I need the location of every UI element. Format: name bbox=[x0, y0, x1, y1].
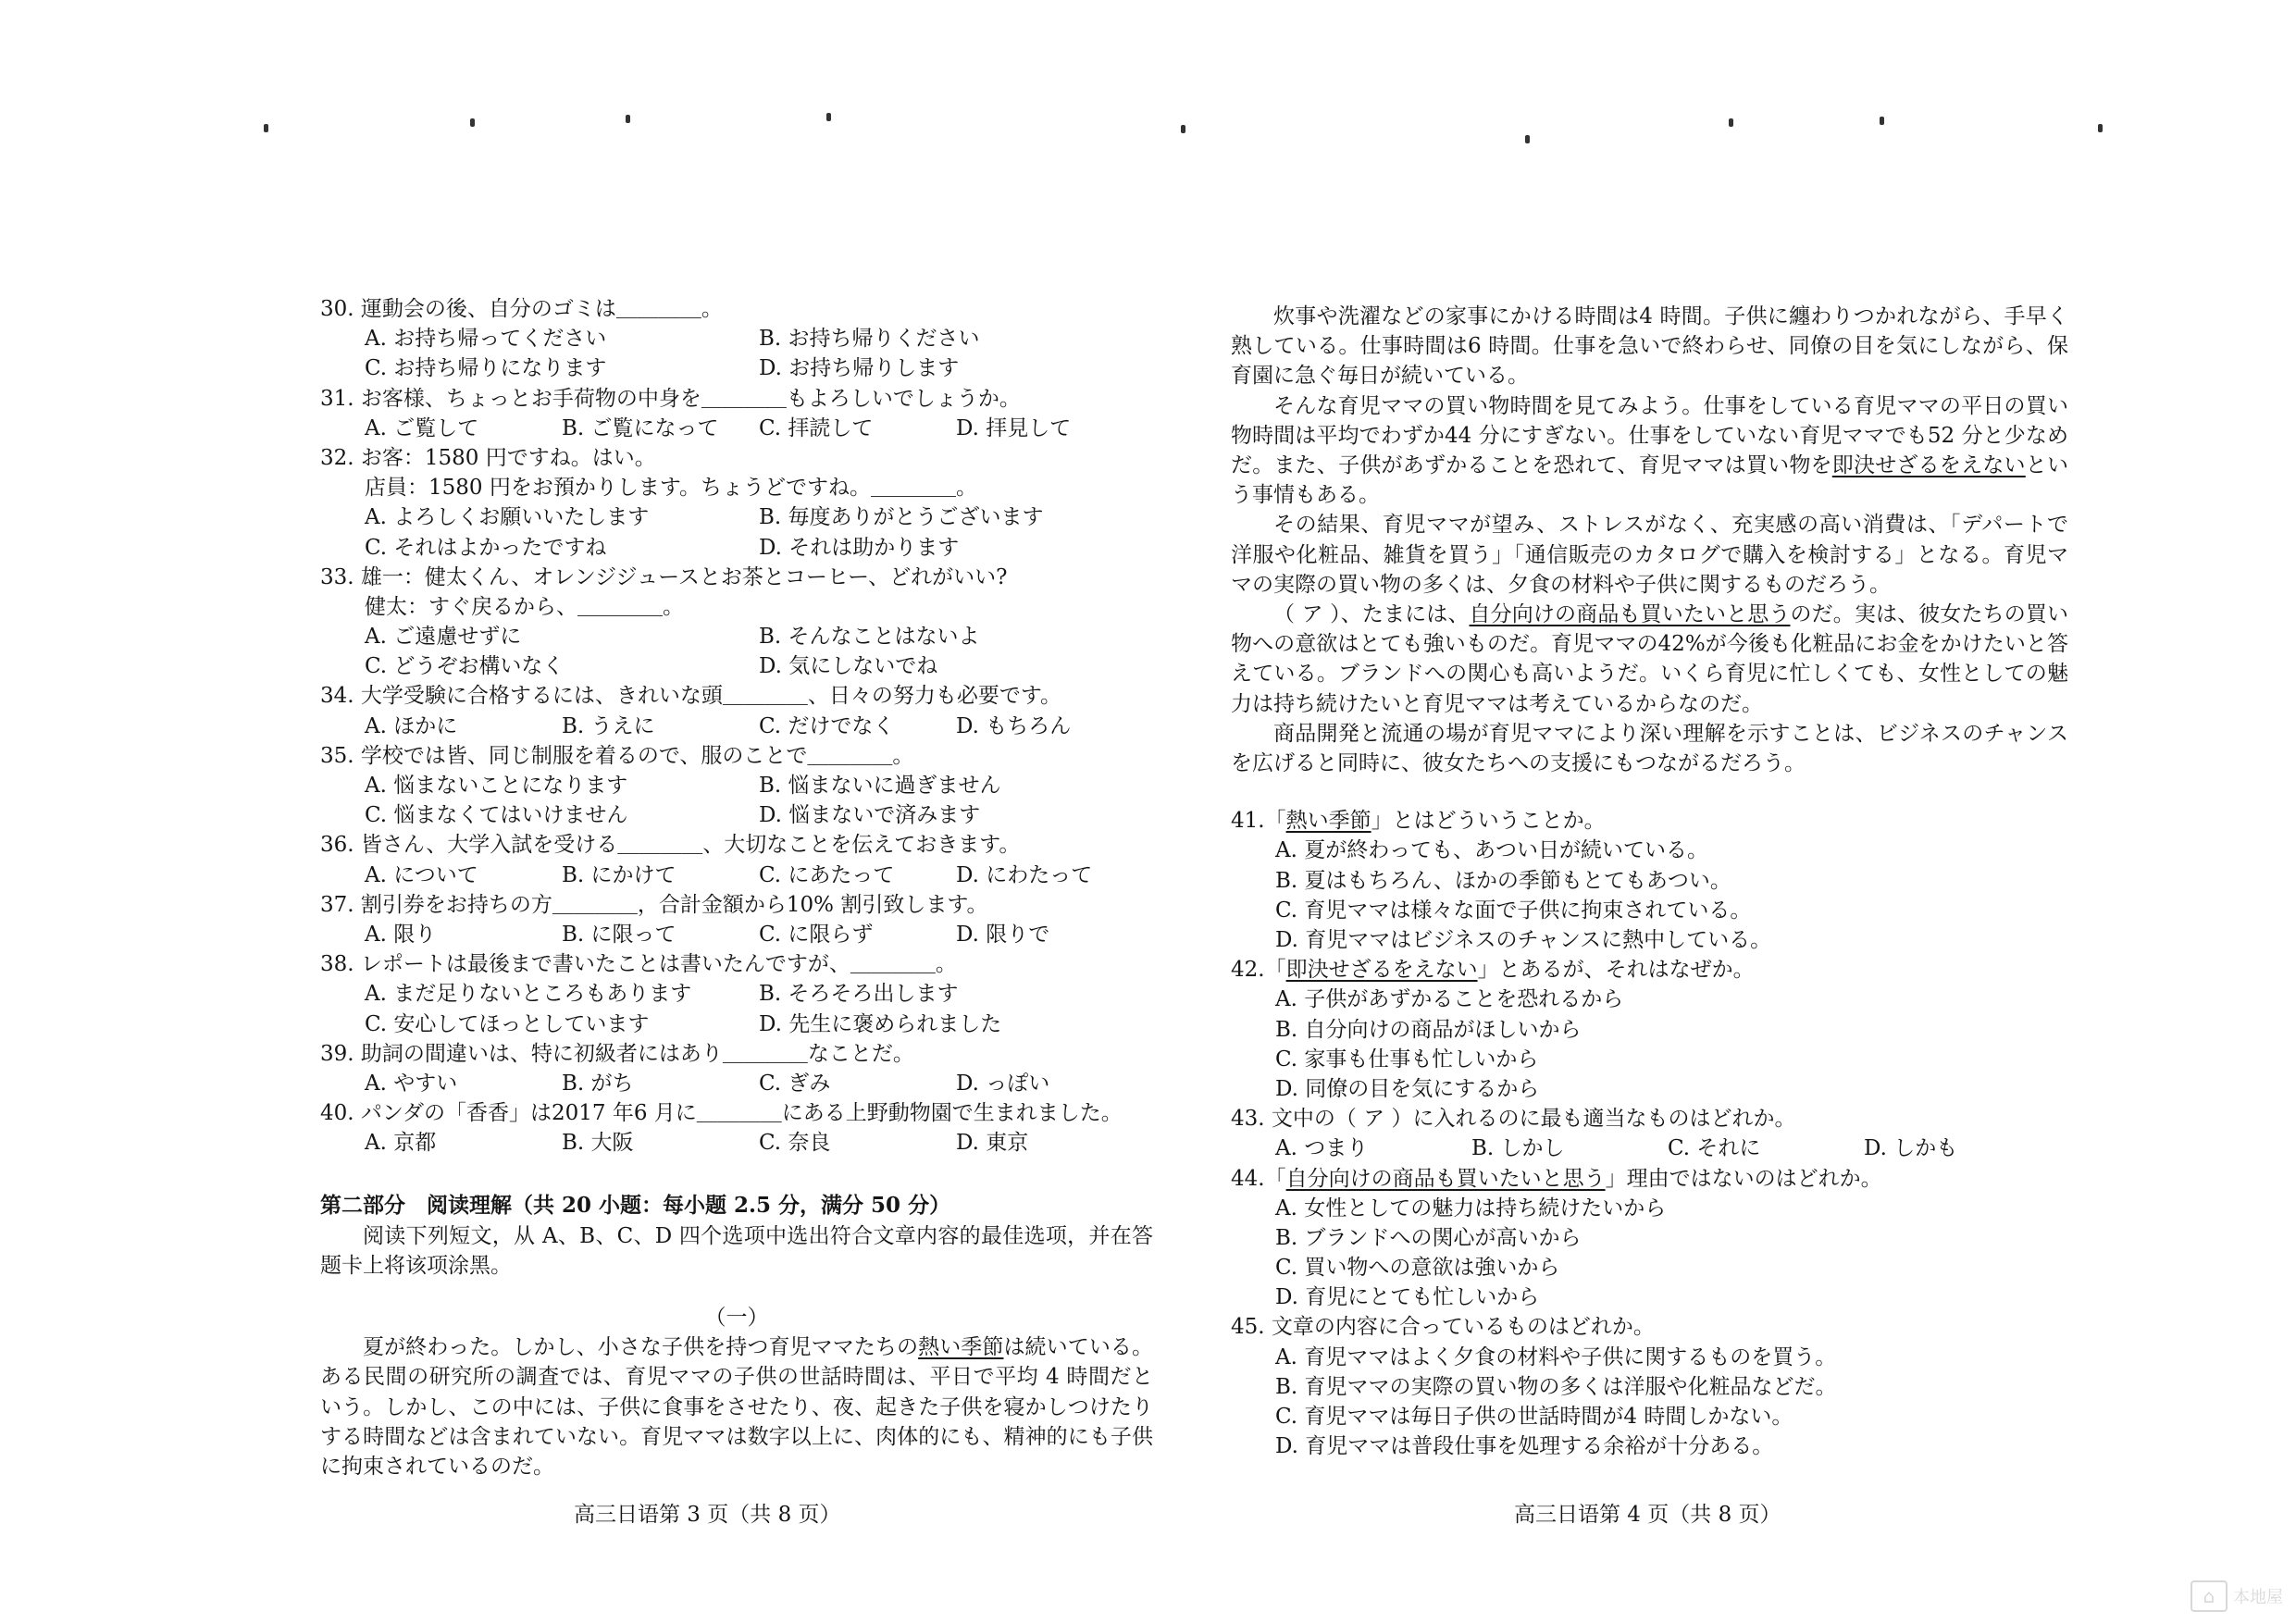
question-stem: 33. 雄一：健太くん、オレンジジュースとお茶とコーヒー、どれがいい? bbox=[320, 564, 1008, 589]
passage-paragraph: その結果、育児ママが望み、ストレスがなく、充実感の高い消費は、「デパートで洋服や化粧品、雑貨を買う」「通信販売のカタログで購入を検討する」となる。育児ママの実際の買い物の多くは、夕食の材料や子供に関するものだろう。 bbox=[1231, 513, 2068, 597]
answer-option: B. 自分向けの商品がほしいから bbox=[1275, 1017, 1582, 1042]
answer-option: C. それはよかったですね bbox=[365, 535, 607, 560]
answer-option: C. にあたって bbox=[759, 862, 895, 887]
answer-option: D. 限りで bbox=[956, 922, 1050, 947]
answer-option: A. お持ち帰ってください bbox=[365, 327, 607, 352]
answer-option: A. 女性としての魅力は持ち続けたいから bbox=[1275, 1196, 1667, 1220]
underlined-phrase: 即決せざるをえない bbox=[1831, 453, 2026, 478]
answer-option: A. ご遠慮せずに bbox=[365, 625, 522, 650]
question-stem: 36. 皆さん、大学入試を受ける＿＿＿＿、大切なことを伝えておきます。 bbox=[320, 833, 1021, 858]
answer-option: D. にわたって bbox=[956, 862, 1093, 887]
underlined-phrase: 熱い季節 bbox=[918, 1335, 1004, 1360]
watermark-text: 本地屋 bbox=[2233, 1588, 2283, 1607]
answer-option: B. お持ち帰りください bbox=[759, 327, 980, 352]
answer-option: A. 限り bbox=[365, 922, 437, 947]
question-list-30-40 bbox=[320, 294, 1153, 1158]
question-stem-line2: 店員：1580 円をお預かりします。ちょうどですね。＿＿＿＿。 bbox=[365, 476, 978, 501]
answer-option: B. にかけて bbox=[562, 862, 676, 887]
underlined-phrase: 自分向けの商品も買いたいと思う bbox=[1469, 602, 1791, 627]
answer-option: B. しかし bbox=[1471, 1136, 1565, 1161]
answer-options bbox=[320, 414, 1153, 443]
scan-mark bbox=[626, 115, 630, 123]
question-44 bbox=[1231, 1164, 2068, 1313]
answer-option: A. つまり bbox=[1275, 1136, 1369, 1161]
passage-paragraph: 炊事や洗濯などの家事にかける時間は4 時間。子供に纏わりつかれながら、手早く熟している。仕事時間は6 時間。仕事を急いで終わらせ、同僚の目を気にしながら、保育園に急ぐ毎日が続いている。 bbox=[1231, 304, 2068, 389]
answer-option: B. うえに bbox=[562, 713, 655, 738]
answer-option: A. やすい bbox=[365, 1071, 458, 1096]
answer-option: A. 育児ママはよく夕食の材料や子供に関するものを買う。 bbox=[1275, 1344, 1837, 1369]
answer-option: C. 家事も仕事も忙しいから bbox=[1275, 1047, 1539, 1072]
section-instruction: 阅读下列短文，从 A、B、C、D 四个选项中选出符合文章内容的最佳选项，并在答题卡上将该项涂黑。 bbox=[320, 1223, 1153, 1278]
question-stem: 37. 割引券をお持ちの方＿＿＿＿，合計金額から10% 割引致します。 bbox=[320, 892, 988, 917]
page-footer-left: 高三日语第 3 页（共 8 页） bbox=[574, 1503, 841, 1527]
answer-option: D. 東京 bbox=[956, 1131, 1029, 1156]
question-41 bbox=[1231, 806, 2068, 955]
answer-options bbox=[320, 1069, 1153, 1098]
scan-mark bbox=[264, 124, 268, 132]
scan-mark bbox=[826, 113, 831, 121]
question-42 bbox=[1231, 955, 2068, 1104]
answer-option: D. お持ち帰りします bbox=[759, 356, 960, 381]
page-footer-right: 高三日语第 4 页（共 8 页） bbox=[1514, 1503, 1781, 1527]
answer-option: D. 育児ママはビジネスのチャンスに熱中している。 bbox=[1275, 928, 1772, 952]
passage-paragraph: 夏が終わった。しかし、小さな子供を持つ育児ママたちの熱い季節は続いている。ある民間の研究所の調査では、育児ママの子供の世話時間は、平日で平均 4 時間だという。しかし、この中には、子供に食事をさせたり、夜、起きた子供を寝かしつけたりする時間などは含まれていない。育児ママは数字以上に、肉体的にも、精神的にも子供に拘束されているのだ。 bbox=[320, 1335, 1154, 1480]
question-block bbox=[320, 741, 1153, 831]
answer-option: B. 夏はもちろん、ほかの季節もとてもあつい。 bbox=[1275, 868, 1731, 893]
answer-options bbox=[320, 920, 1153, 949]
question-block bbox=[320, 384, 1153, 443]
scan-mark bbox=[1880, 117, 1884, 125]
answer-option: D. もちろん bbox=[956, 713, 1072, 738]
passage-label: （一） bbox=[704, 1306, 769, 1331]
answer-option: B. ご覧になって bbox=[562, 415, 719, 440]
answer-option: A. ご覧して bbox=[365, 415, 479, 440]
answer-options bbox=[320, 861, 1153, 890]
scan-mark bbox=[1729, 118, 1733, 127]
answer-option: B. に限って bbox=[562, 922, 676, 947]
answer-option: C. 拝読して bbox=[759, 415, 874, 440]
answer-option: B. がち bbox=[562, 1071, 634, 1096]
question-stem: 31. お客様、ちょっとお手荷物の中身を＿＿＿＿もよろしいでしょうか。 bbox=[320, 386, 1021, 411]
answer-option: D. それは助かります bbox=[759, 535, 960, 560]
answer-option: A. 悩まないことになります bbox=[365, 774, 628, 798]
passage-paragraph: （ ア ）、たまには、自分向けの商品も買いたいと思うのだ。実は、彼女たちの買い物への意欲はとても強いものだ。育児ママの42%が今後も化粧品にお金をかけたいと答えている。ブランドへの関心も高いようだ。いくら育児に忙しくても、女性としての魅力は持ち続けたいと育児ママは考えているからなのだ。 bbox=[1231, 602, 2069, 716]
question-45 bbox=[1231, 1312, 2068, 1461]
answer-options bbox=[320, 651, 1153, 681]
answer-option: B. そろそろ出します bbox=[759, 982, 959, 1007]
scan-mark bbox=[470, 118, 475, 127]
passage-paragraph: そんな育児ママの買い物時間を見てみよう。仕事をしている育児ママの平日の買い物時間は平均でわずか44 分にすぎない。仕事をしていない育児ママでも52 分と少なめだ。また、子供があずかることを恐れて、育児ママは買い物を即決せざるをえないという事情もある。 bbox=[1231, 393, 2069, 508]
answer-options bbox=[320, 771, 1153, 800]
question-stem: 32. お客：1580 円ですね。はい。 bbox=[320, 445, 656, 470]
answer-option: B. 毎度ありがとうございます bbox=[759, 505, 1044, 530]
question-stem: 43. 文中の（ ア ）に入れるのに最も適当なものはどれか。 bbox=[1231, 1107, 1796, 1132]
answer-option: A. よろしくお願いいたします bbox=[365, 505, 650, 530]
answer-option: C. に限らず bbox=[759, 922, 874, 947]
answer-option: C. どうぞお構いなく bbox=[365, 654, 565, 679]
answer-options bbox=[320, 353, 1153, 383]
answer-option: C. 買い物への意欲は強いから bbox=[1275, 1256, 1560, 1281]
answer-option: C. 育児ママは毎日子供の世話時間が4 時間しかない。 bbox=[1275, 1405, 1793, 1429]
question-stem: 41.「熱い季節」とはどういうことか。 bbox=[1231, 809, 1606, 834]
question-43 bbox=[1231, 1104, 2068, 1163]
question-block bbox=[320, 294, 1153, 384]
right-page bbox=[1231, 302, 2068, 1461]
answer-option: C. お持ち帰りになります bbox=[365, 356, 607, 381]
question-stem: 35. 学校では皆、同じ制服を着るので、服のことで＿＿＿＿。 bbox=[320, 743, 914, 768]
answer-options bbox=[320, 712, 1153, 741]
answer-option: A. 夏が終わっても、あつい日が続いている。 bbox=[1275, 838, 1709, 863]
question-stem: 30. 運動会の後、自分のゴミは＿＿＿＿。 bbox=[320, 297, 723, 321]
question-stem-line2: 健太：すぐ戻るから、＿＿＿＿。 bbox=[365, 594, 684, 619]
question-block bbox=[320, 1098, 1153, 1158]
question-stem: 34. 大学受験に合格するには、きれいな頭＿＿＿＿、日々の努力も必要です。 bbox=[320, 684, 1062, 709]
answer-option: C. 悩まなくてはいけません bbox=[365, 803, 628, 828]
question-stem: 42.「即決せざるをえない」とあるが、それはなぜか。 bbox=[1231, 958, 1755, 983]
question-block bbox=[320, 830, 1153, 889]
answer-option: D. っぽい bbox=[956, 1071, 1050, 1096]
answer-option: A. 子供があずかることを恐れるから bbox=[1275, 987, 1624, 1012]
answer-option: C. それに bbox=[1668, 1136, 1761, 1161]
answer-options bbox=[320, 324, 1153, 353]
answer-options bbox=[320, 533, 1153, 563]
house-icon: ⌂ bbox=[2191, 1580, 2228, 1612]
answer-options bbox=[320, 1128, 1153, 1158]
answer-option: C. 育児ママは様々な面で子供に拘束されている。 bbox=[1275, 898, 1752, 923]
answer-option: A. について bbox=[365, 862, 478, 887]
answer-option: A. まだ足りないところもあります bbox=[365, 982, 692, 1007]
answer-option: D. 育児ママは普段仕事を処理する余裕が十分ある。 bbox=[1275, 1434, 1774, 1459]
question-stem: 39. 助詞の間違いは、特に初級者にはあり＿＿＿＿なことだ。 bbox=[320, 1041, 914, 1066]
answer-option: D. 育児にとても忙しいから bbox=[1275, 1285, 1540, 1310]
answer-option: A. ほかに bbox=[365, 713, 458, 738]
left-page bbox=[320, 294, 1153, 1481]
scan-mark bbox=[1525, 135, 1530, 143]
answer-options bbox=[320, 502, 1153, 532]
answer-options bbox=[320, 1010, 1153, 1039]
answer-option: D. 気にしないでね bbox=[759, 654, 938, 679]
question-stem: 44.「自分向けの商品も買いたいと思う」理由ではないのはどれか。 bbox=[1231, 1166, 1882, 1191]
answer-option: A. 京都 bbox=[365, 1131, 437, 1156]
scan-mark bbox=[1181, 125, 1185, 133]
question-block bbox=[320, 563, 1153, 682]
question-block bbox=[320, 890, 1153, 949]
answer-option: D. しかも bbox=[1864, 1136, 1958, 1161]
answer-option: D. 先生に褒められました bbox=[759, 1011, 1002, 1036]
answer-options bbox=[320, 622, 1153, 651]
answer-options bbox=[320, 979, 1153, 1009]
question-stem: 38. レポートは最後まで書いたことは書いたんですが、＿＿＿＿。 bbox=[320, 952, 957, 977]
answer-option: C. 奈良 bbox=[759, 1131, 831, 1156]
answer-option: C. だけでなく bbox=[759, 713, 895, 738]
watermark bbox=[2191, 1580, 2283, 1612]
answer-option: D. 悩まないで済みます bbox=[759, 803, 981, 828]
question-block bbox=[320, 443, 1153, 563]
passage-paragraph: 商品開発と流通の場が育児ママにより深い理解を示すことは、ビジネスのチャンスを広げると同時に、彼女たちへの支援にもつながるだろう。 bbox=[1231, 721, 2068, 776]
answer-option: D. 拝見して bbox=[956, 415, 1072, 440]
question-block bbox=[320, 1039, 1153, 1098]
scan-mark bbox=[2098, 124, 2103, 132]
answer-options bbox=[320, 800, 1153, 830]
answer-option: B. 育児ママの実際の買い物の多くは洋服や化粧品などだ。 bbox=[1275, 1374, 1837, 1399]
answer-option: C. 安心してほっとしています bbox=[365, 1011, 650, 1036]
answer-option: B. ブランドへの関心が高いから bbox=[1275, 1225, 1582, 1250]
answer-option: C. ぎみ bbox=[759, 1071, 831, 1096]
question-block bbox=[320, 681, 1153, 740]
answer-options bbox=[1231, 1134, 2068, 1163]
section-title: 第二部分 阅读理解（共 20 小题：每小题 2.5 分，满分 50 分） bbox=[320, 1193, 951, 1219]
answer-option: B. 大阪 bbox=[562, 1131, 634, 1156]
question-stem: 40. パンダの「香香」は2017 年6 月に＿＿＿＿にある上野動物園で生まれました。 bbox=[320, 1101, 1123, 1126]
question-stem: 45. 文章の内容に合っているものはどれか。 bbox=[1231, 1315, 1655, 1340]
answer-option: B. そんなことはないよ bbox=[759, 625, 980, 650]
answer-option: B. 悩まないに過ぎません bbox=[759, 774, 1001, 798]
question-block bbox=[320, 949, 1153, 1039]
answer-option: D. 同僚の目を気にするから bbox=[1275, 1076, 1540, 1101]
